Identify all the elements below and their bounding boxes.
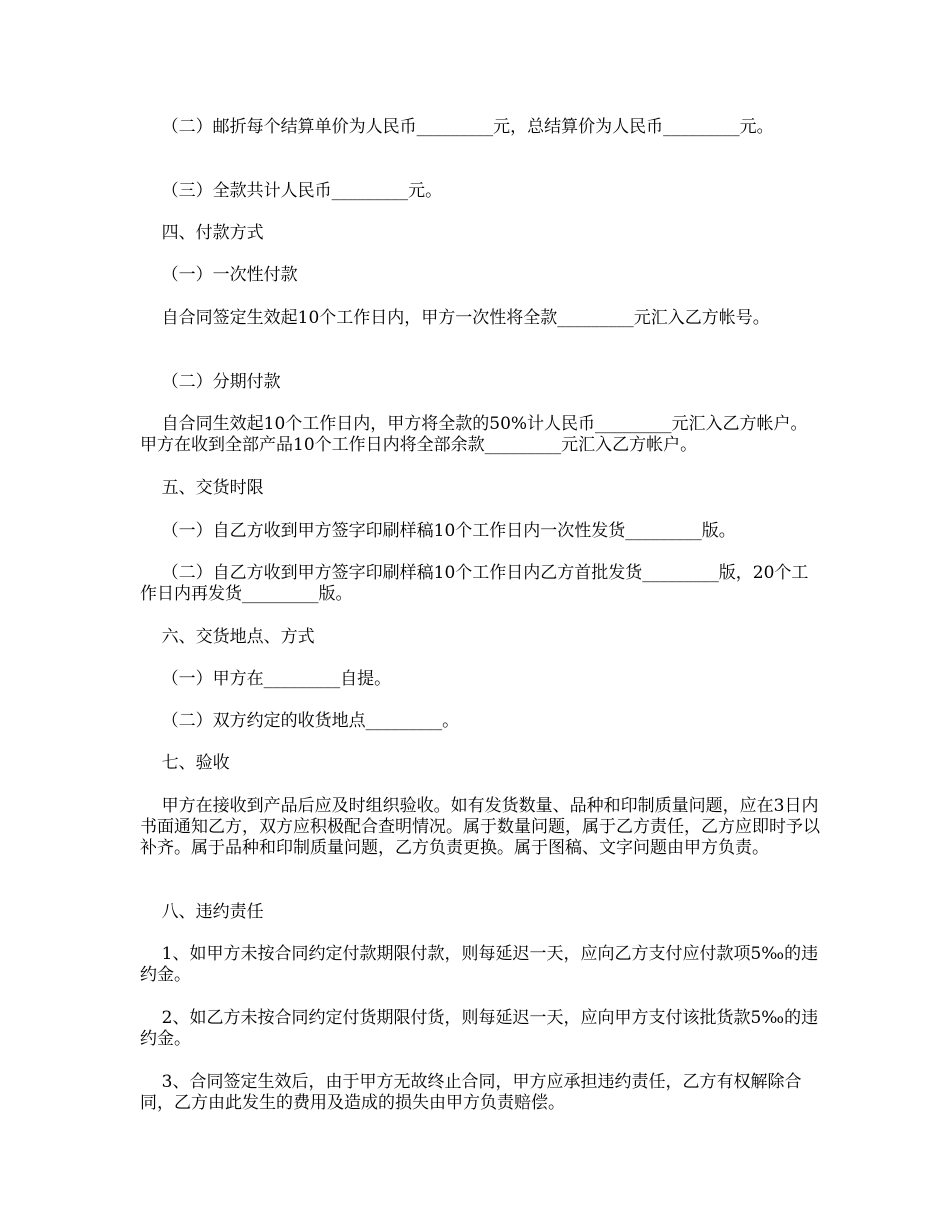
paragraph-liability-termination: 3、合同签定生效后，由于甲方无故终止合同，甲方应承担违约责任，乙方有权解除合同，乙方由此发生的费用及造成的损失由甲方负责赔偿。 (140, 1072, 802, 1113)
paragraph-agreed-location: （二）双方约定的收货地点_________。 (140, 711, 460, 731)
subheading-lump-sum: （一）一次性付款 (140, 265, 298, 285)
section-heading-payment: 四、付款方式 (140, 223, 264, 243)
paragraph-lump-sum: 自合同签定生效起10个工作日内，甲方一次性将全款_________元汇入乙方帐号。 (140, 308, 770, 328)
section-heading-acceptance: 七、验收 (140, 753, 230, 773)
paragraph-installments: 自合同生效起10个工作日内，甲方将全款的50%计人民币_________元汇入乙方帐户。甲方在收到全部产品10个工作日内将全部余款_________元汇入乙方帐户。 (140, 414, 808, 455)
section-heading-delivery-place: 六、交货地点、方式 (140, 627, 315, 647)
paragraph-total-amount: （三）全款共计人民币_________元。 (140, 181, 443, 201)
paragraph-liability-party-a-payment: 1、如甲方未按合同约定付款期限付款，则每延迟一天，应向乙方支付应付款项5‰的违约金。 (140, 944, 819, 985)
paragraph-liability-party-b-delivery: 2、如乙方未按合同约定付货期限付货，则每延迟一天，应向甲方支付该批货款5‰的违约金。 (140, 1008, 819, 1049)
paragraph-settlement-price: （二）邮折每个结算单价为人民币_________元，总结算价为人民币_________元。 (140, 117, 774, 137)
paragraph-delivery-batch: （二）自乙方收到甲方签字印刷样稿10个工作日内乙方首批发货_________版，20个工作日内再发货_________版。 (140, 563, 809, 604)
paragraph-acceptance: 甲方在接收到产品后应及时组织验收。如有发货数量、品种和印制质量问题，应在3日内书面通知乙方，双方应积极配合查明情况。属于数量问题，属于乙方责任，乙方应即时予以补齐。属于品种和印制质量问题，乙方负责更换。属于图稿、文字问题由甲方负责。 (140, 796, 820, 858)
paragraph-self-pickup: （一）甲方在_________自提。 (140, 669, 392, 689)
subheading-installments: （二）分期付款 (140, 372, 281, 392)
paragraph-delivery-single: （一）自乙方收到甲方签字印刷样稿10个工作日内一次性发货_________版。 (140, 521, 736, 541)
section-heading-delivery-time: 五、交货时限 (140, 478, 264, 498)
section-heading-liability: 八、违约责任 (140, 902, 264, 922)
